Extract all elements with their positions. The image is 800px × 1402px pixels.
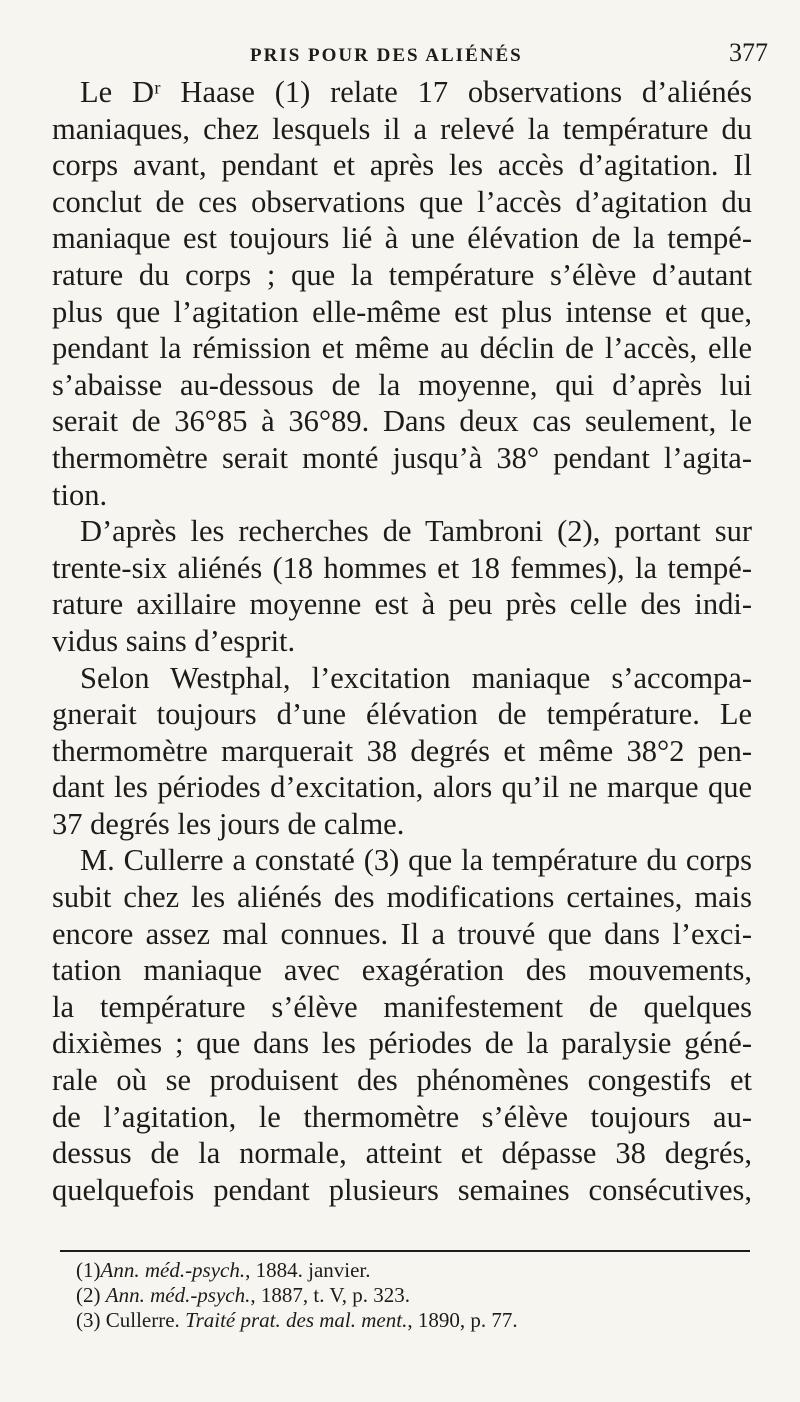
page-header — [250, 38, 768, 78]
text-line: conclut de ces observations que l’accès d’agitation du — [52, 184, 752, 219]
text-line: Selon Westphal, l’excitation maniaque s’accompa- — [80, 660, 752, 695]
footnote-2 — [76, 1283, 756, 1308]
text-line: D’après les recherches de Tambroni (2), portant sur — [80, 514, 752, 549]
text-line: de l’agitation, le thermomètre s’élève toujours au- — [52, 1099, 752, 1134]
text-line: s’abaisse au-dessous de la moyenne, qui d’après lui — [52, 367, 752, 402]
text-line: dessus de la normale, atteint et dépasse 38 degrés, — [52, 1136, 752, 1171]
footnote-number: (2) — [76, 1283, 101, 1307]
text-line: tion. — [52, 477, 108, 512]
footnote-number: (3) — [76, 1308, 101, 1332]
text-line: pendant la rémission et même au déclin de l’accès, elle — [52, 331, 752, 366]
text-line: dixièmes ; que dans les périodes de la paralysie géné- — [52, 1026, 752, 1061]
paragraph-haase — [52, 74, 752, 513]
text-line: gnerait toujours d’une élévation de température. Le — [52, 697, 752, 732]
footnote-details: , 1884. janvier. — [245, 1258, 371, 1282]
footnote-source-title: Ann. méd.-psych. — [100, 1258, 246, 1282]
running-head: PRIS POUR DES ALIÉNÉS — [250, 45, 523, 66]
paragraph-westphal — [52, 660, 752, 843]
footnote-source-title: Ann. méd.-psych. — [105, 1283, 251, 1307]
footnote-divider — [60, 1250, 750, 1252]
footnote-source-title: Traité prat. des mal. ment. — [185, 1308, 408, 1332]
text-line: maniaque est toujours lié à une élévation de la tempé- — [52, 221, 752, 256]
text-line: thermomètre serait monté jusqu’à 38° pendant l’agita- — [52, 440, 752, 475]
text-line: la température s’élève manifestement de quelques — [52, 989, 752, 1024]
footnote-number: (1) — [76, 1258, 101, 1282]
footnote-author: Cullerre. — [105, 1308, 186, 1332]
text-line: rale où se produisent des phénomènes congestifs et — [52, 1063, 752, 1098]
text-line: vidus sains d’esprit. — [52, 623, 296, 658]
text-line: encore assez mal connues. Il a trouvé que dans l’exci- — [52, 916, 752, 951]
paragraph-cullerre — [52, 842, 752, 1208]
text-line: corps avant, pendant et après les accès d’agitation. Il — [52, 148, 752, 183]
text-line: plus que l’agitation elle-même est plus intense et que, — [52, 294, 752, 329]
text-line: rature du corps ; que la température s’élève d’autant — [52, 257, 752, 292]
text-line: Le Dʳ Haase (1) relate 17 observations d’aliénés — [80, 75, 752, 109]
text-line: 37 degrés les jours de calme. — [52, 806, 405, 841]
page-number: 377 — [729, 38, 768, 67]
footnote-3 — [76, 1308, 756, 1333]
footnote-1 — [76, 1258, 756, 1283]
text-line: rature axillaire moyenne est à peu près celle des indi- — [52, 587, 752, 622]
paragraph-tambroni — [52, 513, 752, 659]
text-line: maniaques, chez lesquels il a relevé la température du — [52, 111, 752, 146]
footnote-details: , 1887, t. V, p. 323. — [250, 1283, 411, 1307]
text-line: serait de 36°85 à 36°89. Dans deux cas seulement, le — [52, 404, 752, 439]
text-line: quelquefois pendant plusieurs semaines consécutives, — [52, 1172, 752, 1207]
text-line: tation maniaque avec exagération des mouvements, — [52, 953, 752, 988]
text-line: dant les périodes d’excitation, alors qu’il ne marque que — [52, 770, 752, 805]
body-text — [52, 74, 752, 1208]
text-line: thermomètre marquerait 38 degrés et même 38°2 pen- — [52, 733, 752, 768]
text-line: M. Cullerre a constaté (3) que la température du corps — [80, 843, 752, 878]
text-line: subit chez les aliénés des modifications certaines, mais — [52, 880, 752, 915]
footnotes — [76, 1258, 756, 1333]
text-line: trente-six aliénés (18 hommes et 18 femmes), la tempé- — [52, 550, 752, 585]
footnote-details: , 1890, p. 77. — [407, 1308, 518, 1332]
